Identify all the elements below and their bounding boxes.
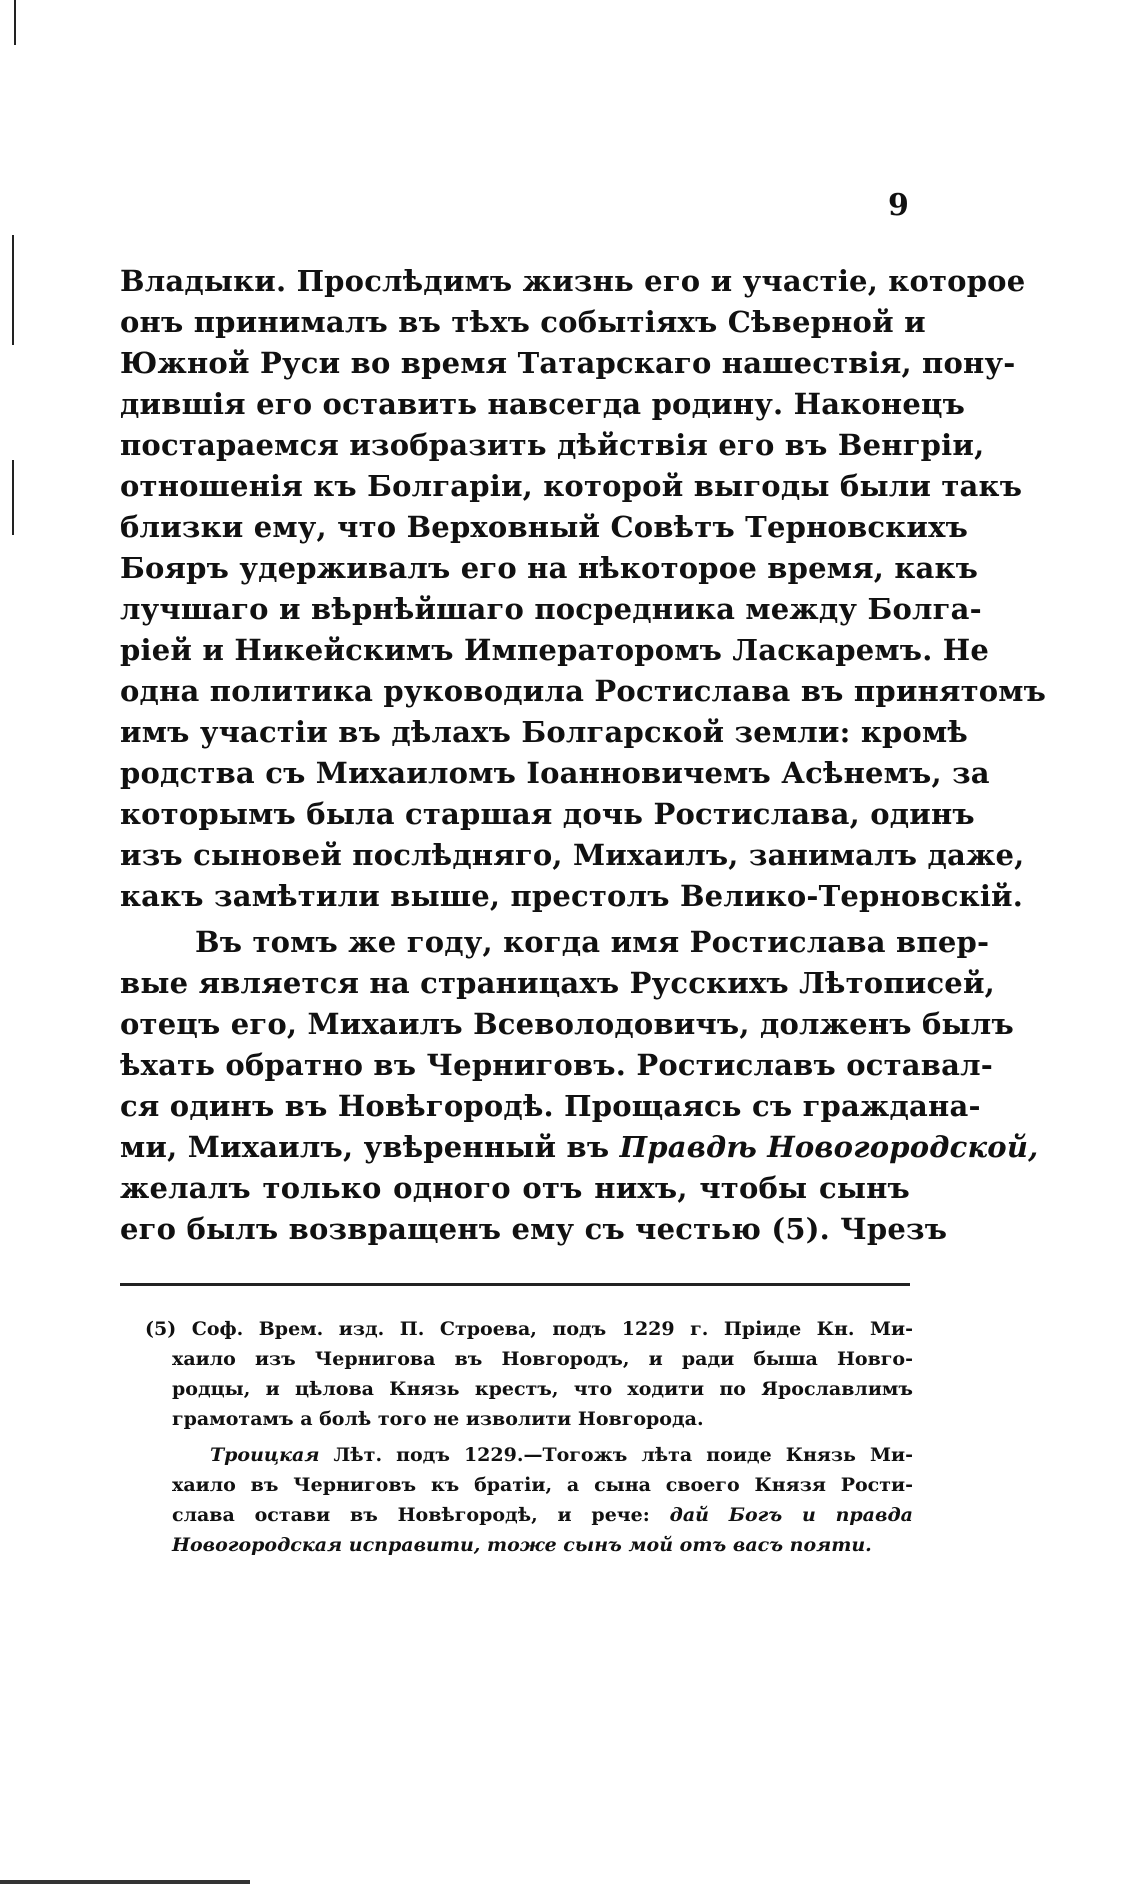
- body-line: Бояръ удерживалъ его на нѣкоторое время, какъ: [120, 551, 979, 585]
- body-line: близки ему, что Верховный Совѣтъ Терновскихъ: [120, 510, 969, 544]
- body-line: какъ замѣтили выше, престолъ Велико-Терновскій.: [120, 879, 1024, 913]
- body-line: онъ принималъ въ тѣхъ событіяхъ Сѣверной и: [120, 305, 926, 339]
- footnote-italic: дай Богъ и правда: [649, 1504, 913, 1526]
- body-line: ѣхать обратно въ Черниговъ. Ростиславъ оставал-: [120, 1048, 993, 1082]
- footnote-line: Новогородская исправити, тоже сынъ мой отъ васъ пояти.: [172, 1534, 872, 1556]
- footnote-text: слава остави въ Новѣгородѣ, и рече:: [172, 1504, 650, 1526]
- body-line: изъ сыновей послѣдняго, Михаилъ, занималъ даже,: [120, 838, 1025, 872]
- footnote-line: родцы, и цѣлова Князь крестъ, что ходити по Ярославлимъ: [172, 1378, 913, 1400]
- page-number: 9: [888, 188, 909, 223]
- body-line: отношенія къ Болгаріи, которой выгоды были такъ: [120, 469, 1023, 503]
- body-line: Южной Руси во время Татарскаго нашествія, пону-: [120, 346, 1016, 380]
- body-line: дившія его оставить навсегда родину. Наконецъ: [120, 387, 966, 421]
- body-line: ся одинъ въ Новѣгородѣ. Прощаясь съ граждана-: [120, 1089, 981, 1123]
- body-line: Владыки. Прослѣдимъ жизнь его и участіе, которое: [120, 264, 1026, 298]
- body-line: вые является на страницахъ Русскихъ Лѣтописей,: [120, 966, 995, 1000]
- body-line: лучшаго и вѣрнѣйшаго посредника между Болга-: [120, 592, 982, 626]
- body-line-text: ми, Михаилъ, увѣренный въ: [120, 1130, 610, 1164]
- left-edge-mark: [12, 235, 14, 345]
- body-line: которымъ была старшая дочь Ростислава, одинъ: [120, 797, 975, 831]
- italic-phrase: Правдѣ Новогородской,: [619, 1130, 1039, 1164]
- body-line: отецъ его, Михаилъ Всеволодовичъ, долженъ былъ: [120, 1007, 1014, 1041]
- footnote-line: грамотамъ а болѣ того не изволити Новгорода.: [172, 1408, 704, 1430]
- footnote-line: (5) Соф. Врем. изд. П. Строева, подъ 1229 г. Пріиде Кн. Ми-: [145, 1318, 913, 1340]
- body-line: имъ участіи въ дѣлахъ Болгарской земли: кромѣ: [120, 715, 968, 749]
- footnote-italic: Троицкая: [210, 1444, 320, 1466]
- body-line: одна политика руководила Ростислава въ принятомъ: [120, 674, 1047, 708]
- left-edge-mark: [14, 0, 16, 45]
- left-edge-mark: [12, 460, 14, 535]
- footnote-line: хаило изъ Чернигова въ Новгородъ, и ради быша Новго-: [172, 1348, 913, 1370]
- body-line-mixed: [120, 1130, 1039, 1164]
- body-line: родства съ Михаиломъ Іоанновичемъ Асѣнемъ, за: [120, 756, 990, 790]
- footnote-line: хаило въ Черниговъ къ братіи, а сына своего Князя Рости-: [172, 1474, 913, 1496]
- body-line: желалъ только одного отъ нихъ, чтобы сынъ: [120, 1171, 910, 1205]
- body-line: Въ томъ же году, когда имя Ростислава впер-: [195, 925, 990, 959]
- footnote-divider: [120, 1283, 910, 1286]
- footnote-text: Лѣт. подъ 1229.—Тогожъ лѣта поиде Князь Ми-: [319, 1444, 913, 1466]
- footnote-line-mixed: [210, 1444, 913, 1466]
- footnote-line-mixed: [172, 1504, 913, 1526]
- body-line: постараемся изобразить дѣйствія его въ Венгріи,: [120, 428, 985, 462]
- body-line: его былъ возвращенъ ему съ честью (5). Чрезъ: [120, 1212, 948, 1246]
- body-line: ріей и Никейскимъ Императоромъ Ласкаремъ. Не: [120, 633, 990, 667]
- bottom-edge-rule: [0, 1880, 250, 1884]
